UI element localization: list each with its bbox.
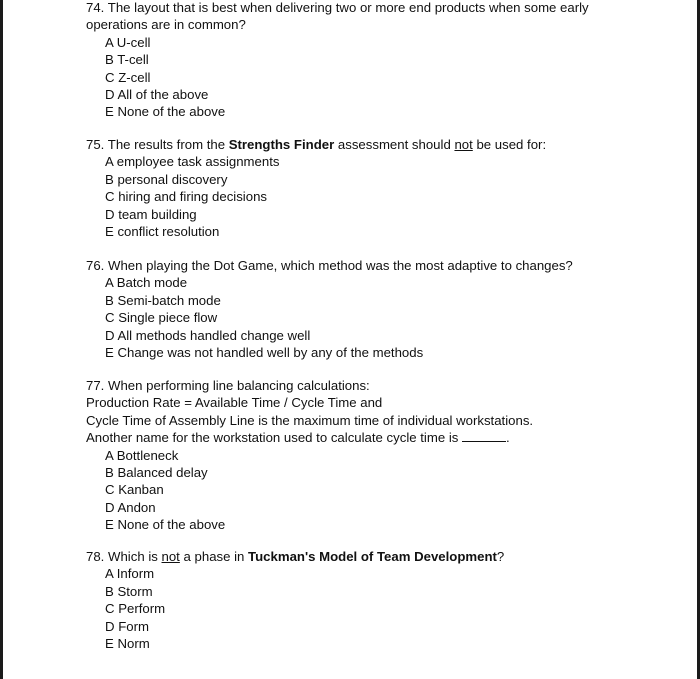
stem-bold-term: Tuckman's Model of Team Development — [248, 549, 497, 564]
question-74 — [86, 0, 676, 121]
stem-underlined-word: not — [454, 137, 473, 152]
stem-text-middle: a phase in — [179, 549, 249, 564]
stem-text-end: ? — [496, 549, 505, 564]
option-d[interactable]: D All of the above — [105, 86, 209, 102]
option-d[interactable]: D All methods handled change well — [105, 327, 311, 343]
option-b[interactable]: B Storm — [105, 583, 153, 599]
option-c[interactable]: C Kanban — [105, 482, 164, 498]
option-e[interactable]: E None of the above — [105, 104, 226, 120]
option-e[interactable]: E None of the above — [105, 517, 226, 533]
question-number: 78. — [86, 549, 105, 564]
option-a[interactable]: A Inform — [105, 566, 155, 582]
option-b[interactable]: B T-cell — [105, 52, 149, 68]
question-stem — [86, 136, 676, 153]
option-e[interactable]: E conflict resolution — [105, 223, 220, 239]
question-number: 74. — [86, 0, 105, 15]
stem-text-middle: assessment should — [334, 137, 455, 152]
stem-text: When performing line balancing calculations: — [108, 378, 370, 393]
stem-continuation: operations are in common? — [86, 17, 246, 33]
question-stem — [86, 0, 676, 16]
option-b[interactable]: B Semi-batch mode — [105, 292, 221, 308]
option-c[interactable]: C hiring and firing decisions — [105, 189, 267, 205]
stem-text: Which is — [108, 549, 162, 564]
question-number: 76. — [86, 258, 105, 273]
option-b[interactable]: B personal discovery — [105, 171, 228, 187]
question-stem — [86, 377, 676, 394]
question-stem — [86, 548, 676, 565]
question-75 — [86, 136, 676, 240]
option-e[interactable]: E Change was not handled well by any of the methods — [105, 344, 424, 360]
stem-text-end: be used for: — [472, 137, 547, 152]
option-d[interactable]: D Andon — [105, 499, 156, 515]
fill-in-line: Another name for the workstation used to calculate cycle time is . — [86, 430, 510, 446]
answer-blank — [462, 430, 506, 442]
option-c[interactable]: C Z-cell — [105, 69, 151, 85]
option-a[interactable]: A Bottleneck — [105, 447, 179, 463]
stem-text: The layout that is best when delivering two or more end products when some early — [107, 0, 589, 15]
option-d[interactable]: D Form — [105, 618, 149, 634]
left-page-edge — [0, 0, 3, 679]
question-78 — [86, 548, 676, 652]
option-d[interactable]: D team building — [105, 206, 197, 222]
question-76 — [86, 257, 676, 361]
stem-text: The results from the — [107, 137, 229, 152]
option-b[interactable]: B Balanced delay — [105, 464, 208, 480]
fill-in-text: Another name for the workstation used to calculate cycle time is — [86, 430, 459, 446]
stem-underlined-word: not — [161, 549, 180, 564]
question-stem — [86, 257, 676, 274]
question-number: 77. — [86, 378, 105, 393]
stem-bold-term: Strengths Finder — [228, 137, 335, 152]
option-a[interactable]: A Batch mode — [105, 275, 188, 291]
question-number: 75. — [86, 137, 105, 152]
option-c[interactable]: C Single piece flow — [105, 310, 218, 326]
formula-line: Production Rate = Available Time / Cycle Time and — [86, 395, 383, 411]
question-77 — [86, 377, 676, 534]
option-e[interactable]: E Norm — [105, 635, 150, 651]
definition-line: Cycle Time of Assembly Line is the maximum time of individual workstations. — [86, 412, 534, 428]
option-a[interactable]: A U-cell — [105, 34, 151, 50]
option-c[interactable]: C Perform — [105, 601, 166, 617]
stem-text: When playing the Dot Game, which method was the most adaptive to changes? — [108, 258, 573, 273]
option-a[interactable]: A employee task assignments — [105, 154, 280, 170]
